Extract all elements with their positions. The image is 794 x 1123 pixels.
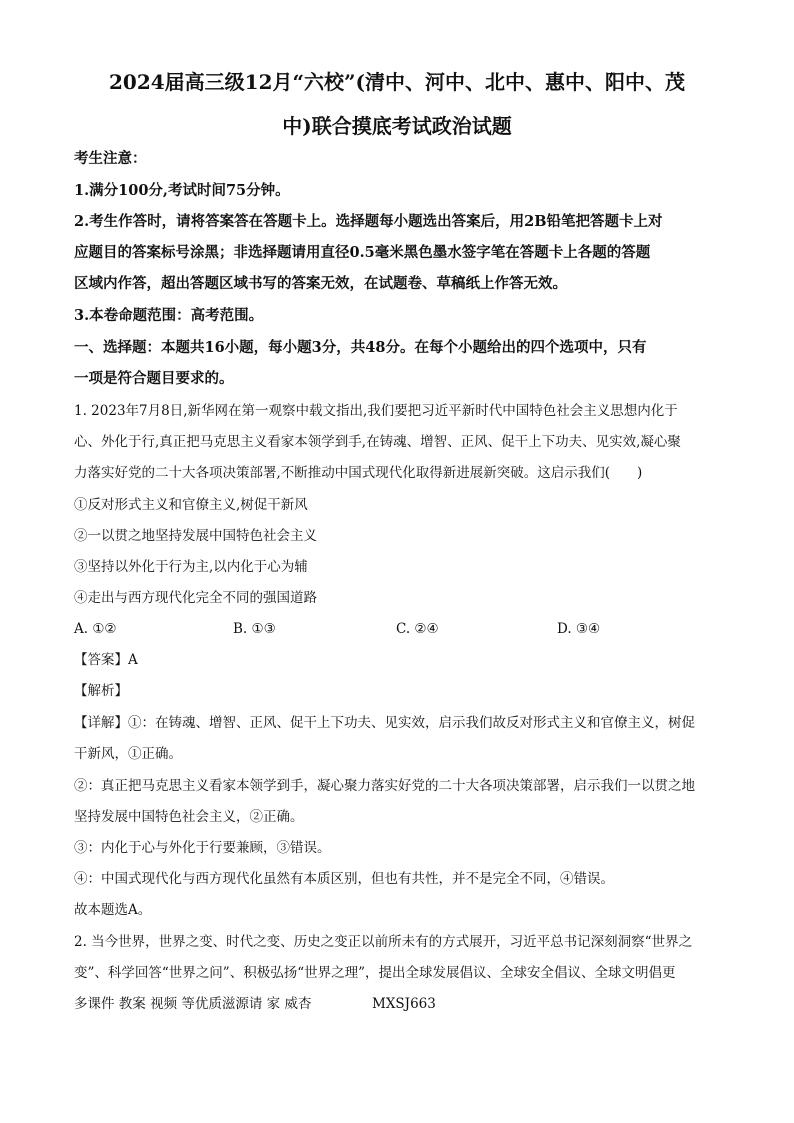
question-1-detail-line-3: ②：真正把马克思主义看家本领学到手，凝心聚力落实好党的二十大各项决策部署，启示我们一以贯之地 — [74, 778, 695, 794]
exam-title-line-2: 中)联合摸底考试政治试题 — [282, 114, 512, 138]
question-1-detail-line-6: ④：中国式现代化与西方现代化虽然有本质区别，但也有共性，并不是完全不同，④错误。 — [74, 871, 614, 887]
notice-item-2-line-1: 2.考生作答时，请将答案答在答题卡上。选择题每小题选出答案后，用2B铅笔把答题卡上对 — [74, 213, 663, 230]
question-1-option-d: D. ③④ — [557, 621, 601, 637]
question-2-stem-line-1: 2. 当今世界，世界之变、时代之变、历史之变正以前所未有的方式展开，习近平总书记深刻洞察“世界之 — [74, 934, 693, 950]
section-heading-line-2: 一项是符合题目要求的。 — [74, 370, 234, 387]
question-1-stem-line-3: 力落实好党的二十大各项决策部署,不断推动中国式现代化取得新进展新突破。这启示我们( ) — [74, 465, 643, 481]
notice-heading: 考生注意： — [74, 150, 147, 167]
question-1-detail-line-2: 干新风，①正确。 — [74, 746, 182, 762]
question-1-analysis-label: 【解析】 — [74, 683, 128, 699]
notice-item-2-line-3: 区域内作答，超出答题区域书写的答案无效，在试题卷、草稿纸上作答无效。 — [74, 275, 567, 292]
notice-item-3: 3.本卷命题范围：高考范围。 — [74, 307, 264, 324]
question-1-conclusion: 故本题选A。 — [74, 902, 152, 918]
question-1-statement-4: ④走出与西方现代化完全不同的强国道路 — [74, 590, 317, 606]
question-1-detail-line-5: ③：内化于心与外化于行要兼顾，③错误。 — [74, 840, 331, 856]
section-heading-line-1: 一、选择题：本题共16小题，每小题3分，共48分。在每个小题给出的四个选项中，只有 — [74, 339, 647, 356]
exam-title-line-1: 2024届高三级12月“六校”(清中、河中、北中、惠中、阳中、茂 — [109, 70, 685, 94]
footer-code: MXSJ663 — [372, 996, 436, 1012]
question-1-option-c: C. ②④ — [396, 621, 439, 637]
question-1-statement-3: ③坚持以外化于行为主,以内化于心为辅 — [74, 559, 308, 575]
question-1-statement-1: ①反对形式主义和官僚主义,树促干新风 — [74, 497, 308, 513]
question-1-statement-2: ②一以贯之地坚持发展中国特色社会主义 — [74, 528, 317, 544]
question-1-detail-line-4: 坚持发展中国特色社会主义，②正确。 — [74, 809, 304, 825]
question-1-stem-line-1: 1. 2023年7月8日,新华网在第一观察中载文指出,我们要把习近平新时代中国特色社会主义思想内化于 — [74, 403, 678, 419]
question-2-stem-line-2: 变”、科学回答“世界之问”、积极弘扬“世界之理”，提出全球发展倡议、全球安全倡议、全球文明倡更 — [74, 965, 676, 981]
question-1-stem-line-2: 心、外化于行,真正把马克思主义看家本领学到手,在铸魂、增智、正风、促干上下功夫、见实效,凝心聚 — [74, 434, 681, 450]
notice-item-1: 1.满分100分,考试时间75分钟。 — [74, 182, 290, 199]
question-1-detail-line-1: 【详解】①：在铸魂、增智、正风、促干上下功夫、见实效，启示我们故反对形式主义和官僚主义，树促 — [74, 715, 695, 731]
question-1-option-b: B. ①③ — [233, 621, 276, 637]
question-1-answer: 【答案】A — [74, 652, 138, 668]
footer-text: 多课件 教案 视频 等优质滋源请 家 威杏 — [74, 996, 312, 1012]
notice-item-2-line-2: 应题目的答案标号涂黑；非选择题请用直径0.5毫米黑色墨水签字笔在答题卡上各题的答题 — [74, 244, 651, 261]
question-1-option-a: A. ①② — [74, 621, 117, 637]
